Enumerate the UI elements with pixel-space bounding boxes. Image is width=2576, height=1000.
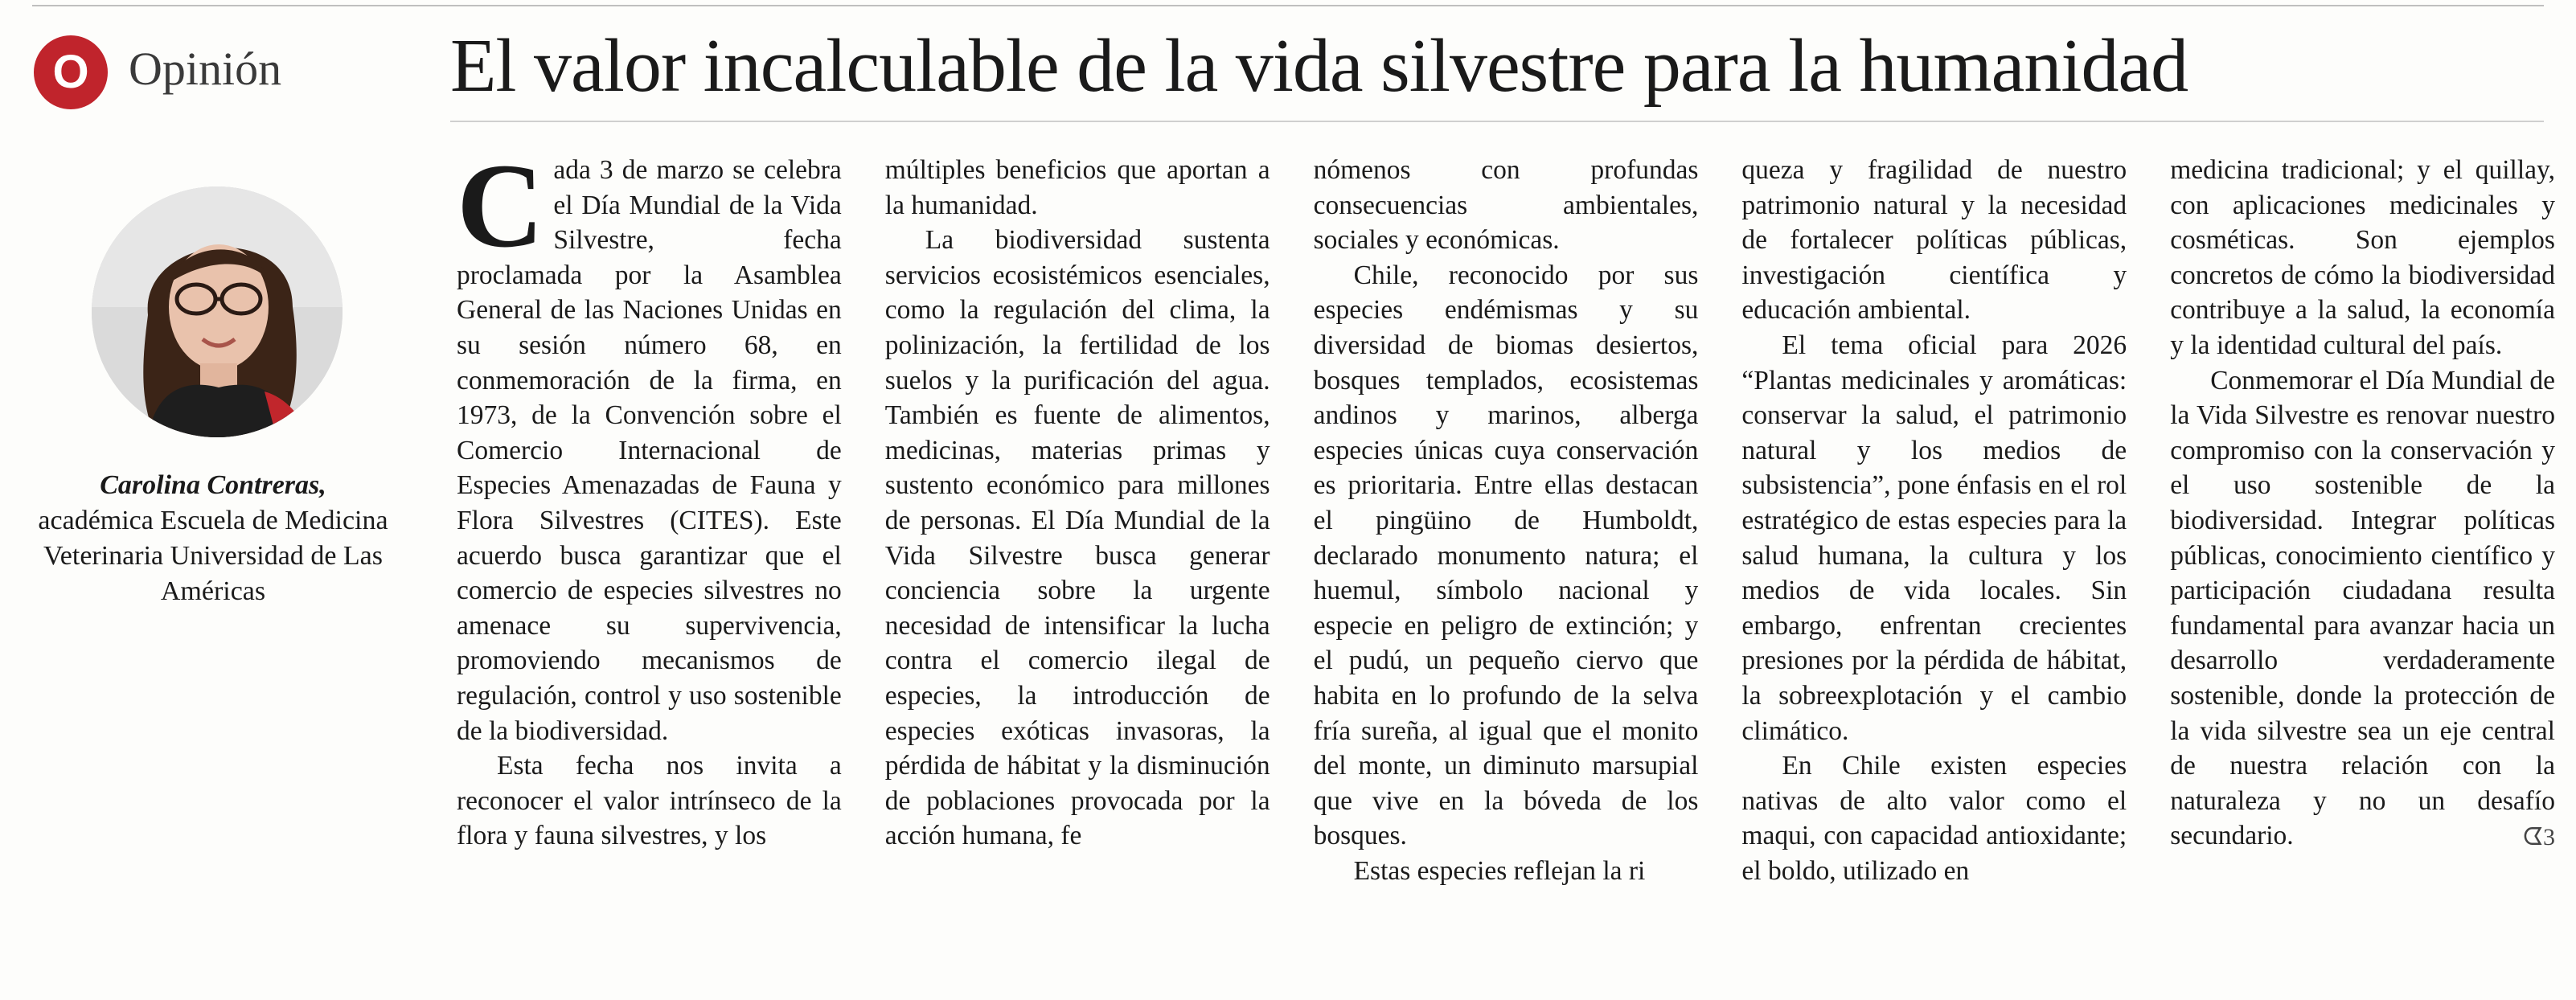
top-rule bbox=[32, 5, 2544, 6]
author-photo bbox=[92, 186, 343, 437]
article-column-1 bbox=[457, 153, 842, 973]
article-column-4 bbox=[1741, 153, 2127, 973]
paragraph-1-text: ada 3 de marzo se celebra el Día Mundial de la Vida Silvestre, fecha proclamada por la Asamblea General de las Naciones Unidas en su sesión número 68, en conmemoración de la firma, en 1973, de la Convención sobre el Comercio Internacional de Especies Amenazadas de Fauna y Flora Silvestres (CITES). Este acuerdo busca garantizar que el comercio de especies silvestres no amenace su supervivencia, promoviendo mecanismos de regulación, control y uso sostenible de la biodiversidad. bbox=[457, 155, 842, 746]
headline-rule bbox=[450, 121, 2544, 122]
article-column-5 bbox=[2170, 153, 2555, 973]
article-column-2 bbox=[885, 153, 1270, 973]
author-role: académica Escuela de Medicina Veterinaria Universidad de Las Américas bbox=[38, 506, 388, 606]
headline: El valor incalculable de la vida silvestre para la humanidad bbox=[450, 24, 2188, 108]
paragraph-4: Chile, reconocido por sus especies endémismas y su diversidad de biomas desiertos, bosques templados, ecosistemas andinos y marinos, alberga especies únicas cuya conservación es prioritaria. Entre ellas destacan el pingüino de Humboldt, declarado monumento natura; el huemul, símbolo nacional y especie en peligro de extinción; y el pudú, un pequeño ciervo que habita en lo profundo de la selva fría sureña, al igual que el monito del monte, un diminuto marsupial que vive en la bóveda de los bosques. bbox=[1313, 260, 1699, 851]
author-name: Carolina Contreras, bbox=[100, 470, 326, 500]
paragraph-8-text: Conmemorar el Día Mundial de la Vida Silvestre es renovar nuestro compromiso con la conservación y el uso sostenible de la biodiversidad. Integrar políticas públicas, conocimiento científico y participación ciudadana resulta fundamental para avanzar hacia un desarrollo verdaderamente sostenible, donde la protección de la vida silvestre sea un eje central de nuestra relación con la naturaleza y no un desafío secundario. bbox=[2170, 365, 2555, 851]
dropcap: C bbox=[457, 153, 544, 273]
section-label: Opinión bbox=[129, 43, 282, 95]
paragraph-3: La biodiversidad sustenta servicios ecosistémicos esenciales, como la regulación del clima, la polinización, la fertilidad de los suelos y la purificación del agua. También es fuente de alimentos, medicinas, materias primas y sustento económico para millones de personas. El Día Mundial de la Vida Silvestre busca generar conciencia sobre la urgente necesidad de intensificar la lucha contra el comercio ilegal de especies, la introducción de especies exóticas invasoras, la pérdida de hábitat y la disminución de poblaciones provocada por la acción humana, fe bbox=[884, 225, 1270, 851]
paragraph-2b: múltiples beneficios que aportan a la humanidad. bbox=[884, 155, 1270, 220]
paragraph-5b: queza y fragilidad de nuestro patrimonio natural y la necesidad de fortalecer políticas públicas, investigación científica y educación ambiental. bbox=[1741, 155, 2127, 326]
article-column-3 bbox=[1314, 153, 1699, 973]
paragraph-2a: Esta fecha nos invita a reconocer el valor intrínseco de la flora y fauna silvestres, y los bbox=[457, 751, 842, 851]
byline bbox=[24, 468, 402, 609]
paragraph-6: El tema oficial para 2026 “Plantas medicinales y aromáticas: conservar la salud, el patrimonio natural y los medios de subsistencia”, pone énfasis en el rol estratégico de estas especies para la salud humana, la cultura y los medios de vida locales. Sin embargo, enfrentan crecientes presiones por la pérdida de hábitat, la sobreexplotación y el cambio climático. bbox=[1741, 330, 2127, 746]
paragraph-8 bbox=[2170, 363, 2555, 854]
paragraph-7a: En Chile existen especies nativas de alto valor como el maqui, con capacidad antioxidante; el boldo, utilizado en bbox=[1741, 751, 2127, 886]
paragraph-3b: nómenos con profundas consecuencias ambientales, sociales y económicas. bbox=[1313, 155, 1699, 256]
paragraph-7b: medicina tradicional; y el quillay, con aplicaciones medicinales y cosméticas. Son ejemplos concretos de cómo la biodiversidad contribuye a la salud, la economía y la identidad cultural del país. bbox=[2170, 155, 2555, 360]
end-mark-icon: ᗧ3 bbox=[2523, 824, 2555, 851]
paragraph-5a: Estas especies reflejan la ri bbox=[1353, 855, 1646, 886]
paragraph-1 bbox=[457, 153, 842, 748]
article-body bbox=[457, 153, 2555, 973]
section-badge: O bbox=[34, 35, 108, 109]
